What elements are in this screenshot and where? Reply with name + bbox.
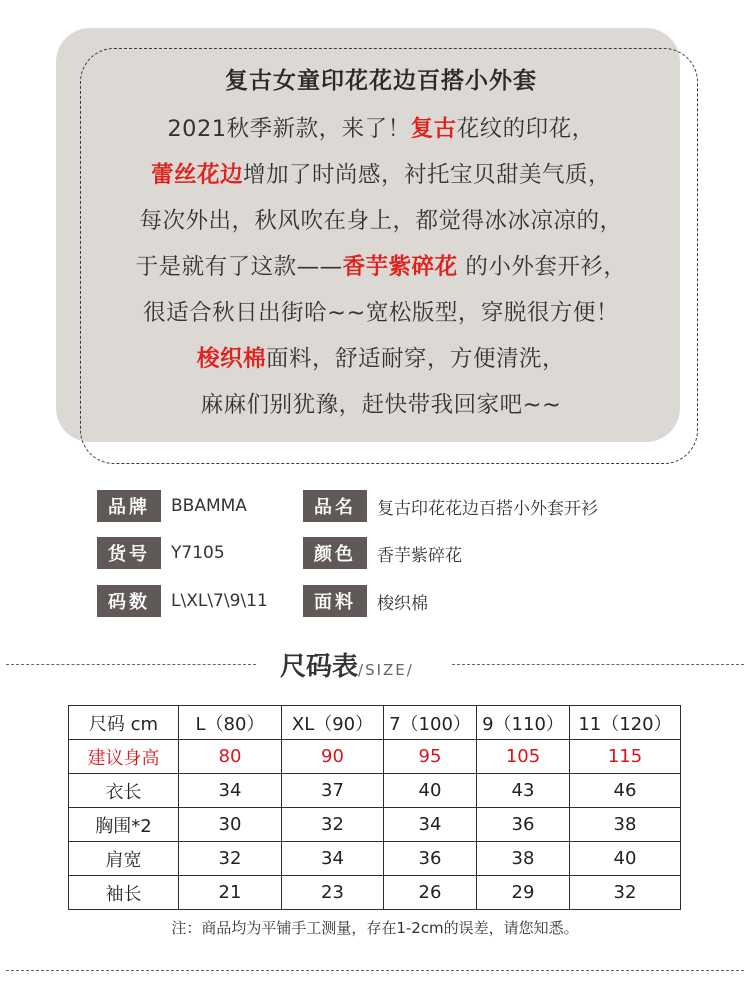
table-cell: 7（100）: [384, 706, 477, 740]
table-cell: 34: [179, 774, 282, 808]
table-cell: 32: [282, 808, 384, 842]
table-cell: 21: [179, 876, 282, 910]
row-label-cell: 胸围*2: [69, 808, 179, 842]
table-row: [69, 842, 681, 876]
table-cell: 115: [570, 740, 681, 774]
table-cell: 30: [179, 808, 282, 842]
table-cell: 105: [477, 740, 570, 774]
intro-line: [56, 382, 706, 428]
spec-sku: [97, 537, 225, 569]
intro-text-segment: 面料，舒适耐穿，方便清洗，: [266, 346, 566, 372]
size-chart-title: [280, 646, 414, 683]
spec-brand-value: BBAMMA: [171, 496, 247, 516]
row-label-cell: 肩宽: [69, 842, 179, 876]
spec-brand-label: 品牌: [97, 490, 161, 522]
table-cell: 11（120）: [570, 706, 681, 740]
table-cell: 29: [477, 876, 570, 910]
size-chart-subtitle: /SIZE/: [358, 661, 414, 679]
spec-name-label: 品名: [303, 490, 367, 522]
table-cell: 32: [570, 876, 681, 910]
spec-size-label: 码数: [97, 585, 161, 617]
intro-text-segment: 每次外出，秋风吹在身上，都觉得冰冰凉凉的，: [139, 208, 623, 234]
table-cell: 38: [477, 842, 570, 876]
intro-text-segment: 花纹的印花，: [456, 116, 595, 142]
spec-color-label: 颜色: [303, 537, 367, 569]
bottom-divider: [6, 970, 744, 971]
table-cell: 36: [384, 842, 477, 876]
intro-line: [56, 198, 706, 244]
intro-text-segment: 增加了时尚感，衬托宝贝甜美气质，: [243, 162, 612, 188]
row-label-cell: 袖长: [69, 876, 179, 910]
table-cell: 34: [282, 842, 384, 876]
table-cell: 95: [384, 740, 477, 774]
product-title: 复古女童印花花边百搭小外套: [225, 68, 537, 94]
table-cell: 32: [179, 842, 282, 876]
intro-line: [56, 290, 706, 336]
measurement-note: 注：商品均为平铺手工测量，存在1-2cm的误差，请您知悉。: [171, 919, 579, 937]
heading-divider-left: [6, 664, 256, 665]
spec-brand: [97, 490, 247, 522]
size-table: [68, 705, 681, 910]
spec-size-value: L\XL\7\9\11: [171, 591, 268, 611]
spec-fabric-label: 面料: [303, 585, 367, 617]
table-cell: 9（110）: [477, 706, 570, 740]
intro-text-segment: 2021秋季新款，来了！: [167, 116, 411, 142]
intro-highlight: 香芋紫碎花: [342, 254, 458, 280]
spec-color-value: 香芋紫碎花: [377, 545, 462, 566]
table-cell: 23: [282, 876, 384, 910]
spec-name-value: 复古印花花边百搭小外套开衫: [377, 498, 598, 519]
spec-fabric: [303, 585, 428, 617]
row-label-cell: 衣长: [69, 774, 179, 808]
spec-fabric-value: 梭织棉: [377, 593, 428, 614]
intro-description: [56, 106, 706, 428]
intro-highlight: 梭织棉: [196, 346, 266, 372]
intro-text-segment: 于是就有了这款——: [135, 254, 343, 280]
intro-highlight: 蕾丝花边: [150, 162, 243, 188]
table-row: [69, 808, 681, 842]
table-cell: 37: [282, 774, 384, 808]
table-cell: 26: [384, 876, 477, 910]
spec-name: [303, 490, 598, 522]
intro-line: [56, 106, 706, 152]
table-cell: 90: [282, 740, 384, 774]
spec-size: [97, 585, 268, 617]
size-chart-title-text: 尺码表: [280, 652, 359, 682]
intro-highlight: 复古: [410, 116, 457, 142]
spec-sku-value: Y7105: [171, 543, 225, 563]
size-chart-heading: [0, 640, 750, 690]
table-row: [69, 876, 681, 910]
row-label-cell: 尺码 cm: [69, 706, 179, 740]
table-cell: 36: [477, 808, 570, 842]
intro-line: [56, 244, 706, 290]
table-cell: 40: [384, 774, 477, 808]
intro-line: [56, 152, 706, 198]
table-cell: 34: [384, 808, 477, 842]
table-cell: 40: [570, 842, 681, 876]
spec-sku-label: 货号: [97, 537, 161, 569]
table-cell: XL（90）: [282, 706, 384, 740]
intro-text-block: [56, 28, 706, 442]
spec-color: [303, 537, 462, 569]
row-label-cell: 建议身高: [69, 740, 179, 774]
intro-text-segment: 麻麻们别犹豫，赶快带我回家吧~~: [200, 392, 562, 418]
table-cell: 46: [570, 774, 681, 808]
intro-line: [56, 336, 706, 382]
table-row: [69, 774, 681, 808]
table-cell: L（80）: [179, 706, 282, 740]
table-cell: 80: [179, 740, 282, 774]
table-cell: 43: [477, 774, 570, 808]
intro-text-segment: 很适合秋日出街哈~~宽松版型，穿脱很方便！: [143, 300, 619, 326]
heading-divider-right: [452, 664, 744, 665]
table-row: [69, 740, 681, 774]
table-cell: 38: [570, 808, 681, 842]
table-header-row: [69, 706, 681, 740]
intro-text-segment: 的小外套开衫，: [457, 254, 627, 280]
